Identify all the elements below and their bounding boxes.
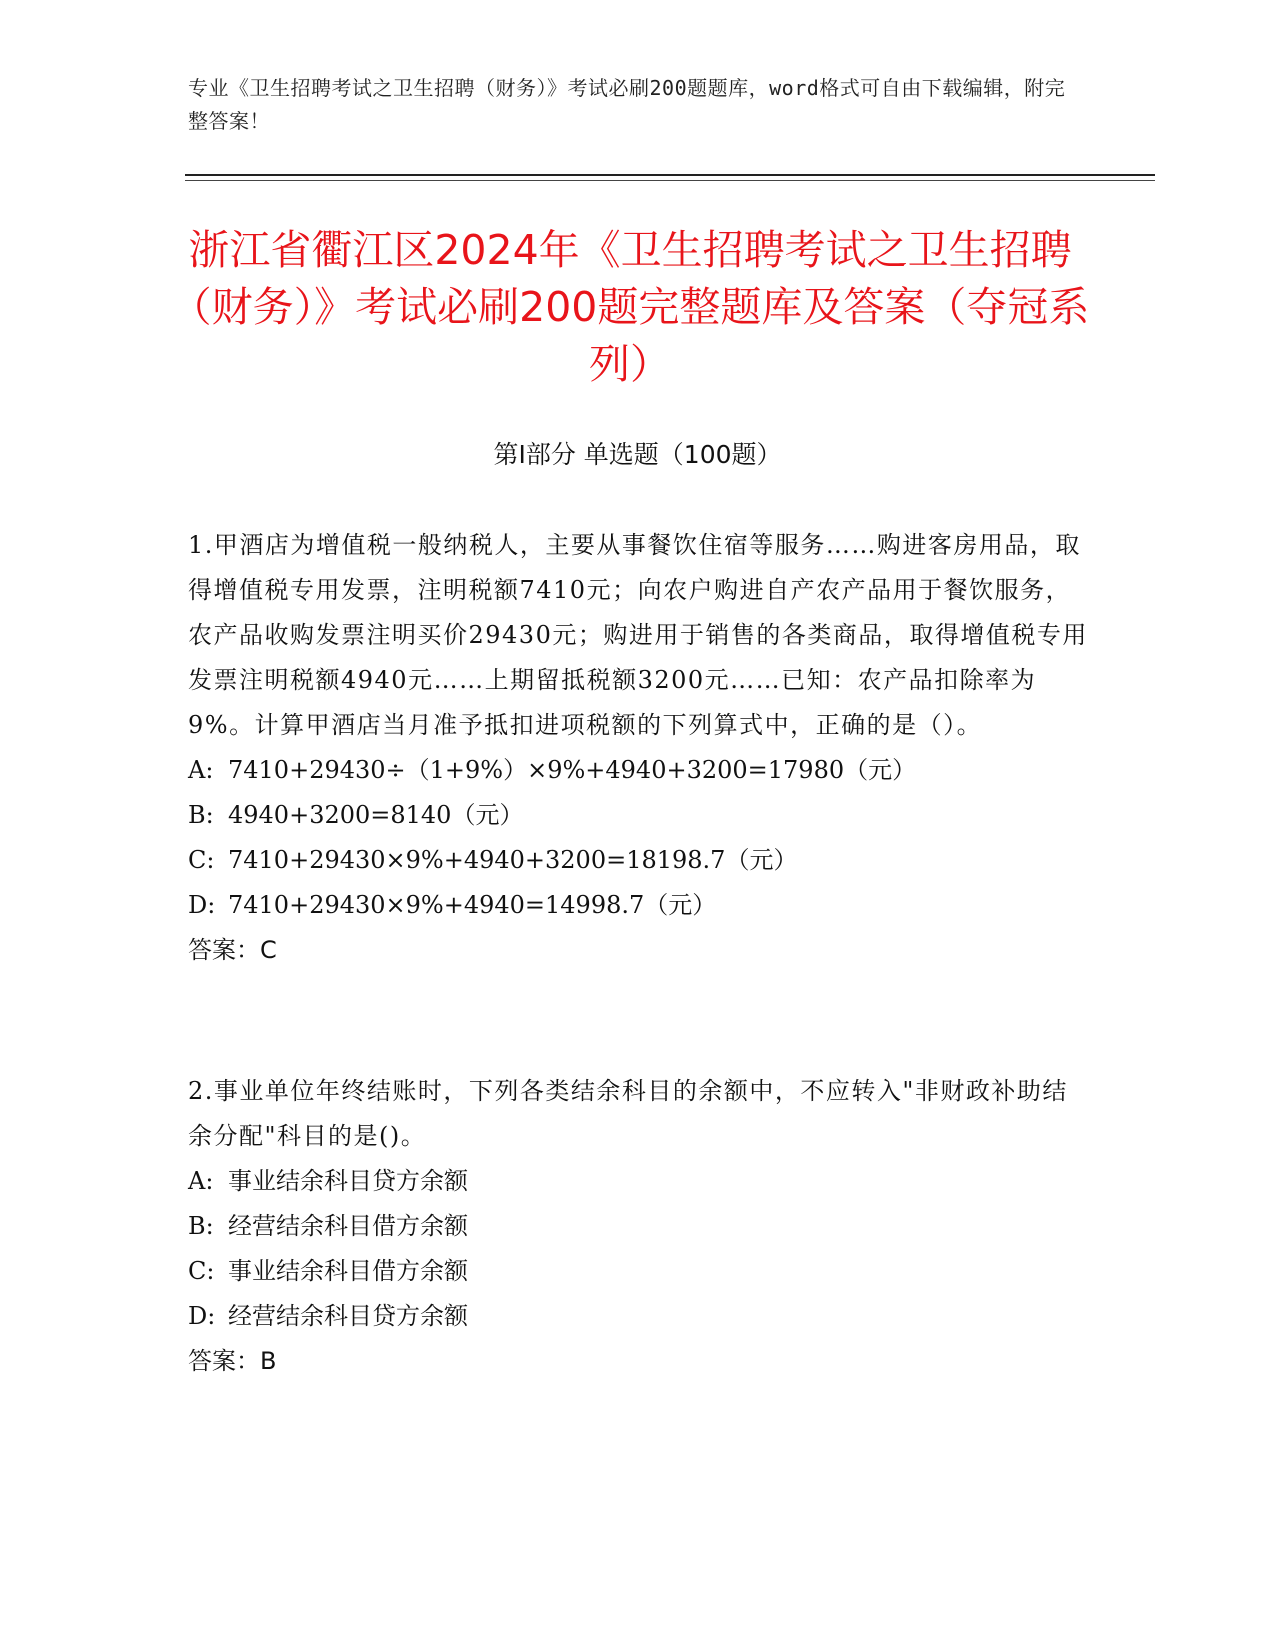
header-rule-thin — [185, 180, 1155, 181]
section-title: 第Ⅰ部分 单选题（100题） — [493, 440, 782, 469]
header-rule-thick — [185, 174, 1155, 176]
option-text: 4940+3200=8140（元） — [228, 801, 524, 829]
page-title: 浙江省衢江区2024年《卫生招聘考试之卫生招聘（财务）》考试必刷200题完整题库及答案（夺冠系列） — [170, 226, 1090, 388]
question-stem: 2.事业单位年终结账时，下列各类结余科目的余额中，不应转入"非财政补助结余分配"科目的是()。 — [188, 1077, 1068, 1150]
option-b — [188, 1204, 1088, 1249]
option-letter: C: — [188, 846, 215, 874]
option-letter: C: — [188, 1257, 215, 1285]
option-text: 经营结余科目贷方余额 — [228, 1302, 468, 1330]
option-text: 7410+29430×9%+4940+3200=18198.7（元） — [228, 846, 798, 874]
option-letter: D: — [188, 1302, 216, 1330]
option-letter: B: — [188, 801, 214, 829]
option-text: 7410+29430×9%+4940=14998.7（元） — [228, 891, 717, 919]
option-letter: D: — [188, 891, 216, 919]
option-letter: A: — [188, 756, 214, 784]
option-c — [188, 1249, 1088, 1294]
header-note: 专业《卫生招聘考试之卫生招聘（财务）》考试必刷200题题库，word格式可自由下载编辑，附完整答案！ — [188, 76, 1066, 133]
option-letter: B: — [188, 1212, 214, 1240]
option-d — [188, 1294, 1088, 1339]
option-text: 经营结余科目借方余额 — [228, 1212, 468, 1240]
answer: 答案：B — [188, 1347, 277, 1375]
option-text: 7410+29430÷（1+9%）×9%+4940+3200=17980（元） — [228, 756, 917, 784]
question-2 — [188, 1069, 1088, 1384]
option-b — [188, 793, 1088, 838]
answer: 答案：C — [188, 936, 277, 964]
option-c — [188, 838, 1088, 883]
question-stem: 1.甲酒店为增值税一般纳税人，主要从事餐饮住宿等服务……购进客房用品，取得增值税专用发票，注明税额7410元；向农户购进自产农产品用于餐饮服务，农产品收购发票注明买价29430元；购进用于销售的各类商品，取得增值税专用发票注明税额4940元……上期留抵税额3200元……已知：农产品扣除率为9%。计算甲酒店当月准予抵扣进项税额的下列算式中，正确的是（）。 — [188, 531, 1088, 739]
option-a — [188, 1159, 1088, 1204]
question-1 — [188, 523, 1088, 973]
option-a — [188, 748, 1088, 793]
option-letter: A: — [188, 1167, 214, 1195]
option-text: 事业结余科目借方余额 — [228, 1257, 468, 1285]
option-d — [188, 883, 1088, 928]
option-text: 事业结余科目贷方余额 — [228, 1167, 468, 1195]
